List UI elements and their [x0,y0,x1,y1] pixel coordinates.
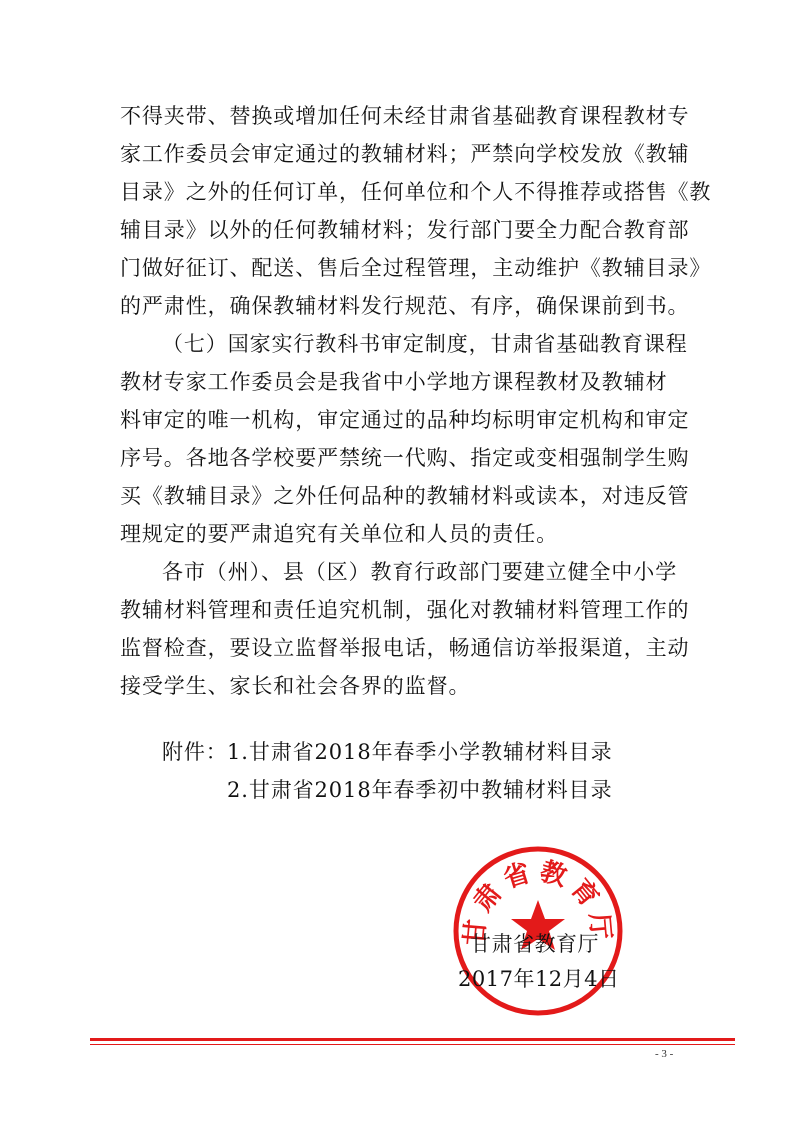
footer-rule-thin [90,1044,735,1045]
attachments-label: 附件： [162,740,228,764]
signature-org: 甘肃省教育厅 [470,932,599,956]
attachment-item-2: 2.甘肃省2018年春季初中教辅材料目录 [227,778,613,802]
text-line: 辅目录》以外的任何教辅材料；发行部门要全力配合教育部 [120,218,690,242]
text-line: 序号。各地各学校要严禁统一代购、指定或变相强制学生购 [120,446,690,470]
paragraph-1 [120,97,712,325]
text-line: 门做好征订、配送、售后全过程管理，主动维护《教辅目录》 [120,256,712,280]
attachment-item-1: 1.甘肃省2018年春季小学教辅材料目录 [227,740,613,764]
text-line: 料审定的唯一机构，审定通过的品种均标明审定机构和审定 [120,408,690,432]
text-line: 教辅材料管理和责任追究机制，强化对教辅材料管理工作的 [120,598,690,622]
paragraph-2 [120,325,690,553]
signature-date: 2017年12月4日 [458,967,620,991]
paragraph-3 [120,553,690,705]
text-line: 目录》之外的任何订单，任何单位和个人不得推荐或搭售《教 [120,180,712,204]
text-line: 监督检查，要设立监督举报电话，畅通信访举报渠道，主动 [120,636,690,660]
text-line: 的严肃性，确保教辅材料发行规范、有序，确保课前到书。 [120,294,690,318]
text-line: 家工作委员会审定通过的教辅材料；严禁向学校发放《教辅 [120,142,690,166]
footer-rule-thick [90,1038,735,1041]
text-line: 买《教辅目录》之外任何品种的教辅材料或读本，对违反管 [120,484,690,508]
page-number: - 3 - [655,1048,674,1060]
text-line: 理规定的要严肃追究有关单位和人员的责任。 [120,522,558,546]
text-line: 接受学生、家长和社会各界的监督。 [120,674,471,698]
text-line: 各市（州）、县（区）教育行政部门要建立健全中小学 [162,560,678,584]
text-line: （七）国家实行教科书审定制度，甘肃省基础教育课程 [162,332,688,356]
text-line: 教材专家工作委员会是我省中小学地方课程教材及教辅材 [120,370,668,394]
text-line: 不得夹带、替换或增加任何未经甘肃省基础教育课程教材专 [120,104,690,128]
seal-text: 甘肃省教育厅 [459,856,617,947]
